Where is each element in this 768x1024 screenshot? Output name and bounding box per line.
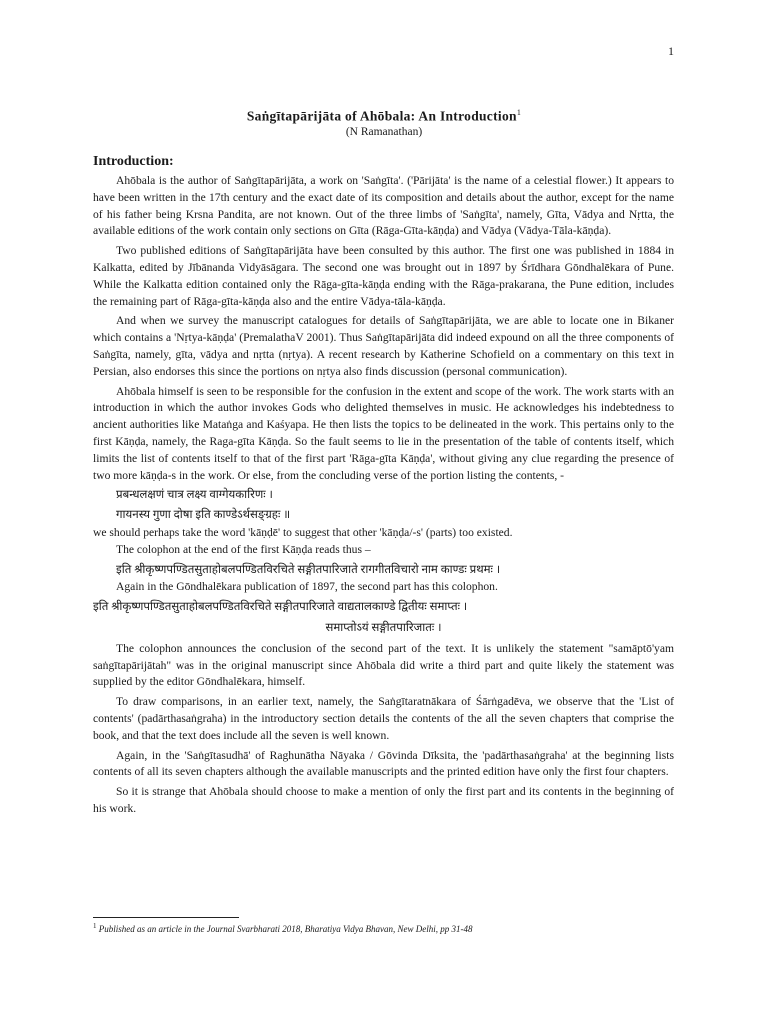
verse-1-line-2: गायनस्य गुणा दोषा इति काण्डेऽर्थसङ्ग्रहः ॥: [116, 508, 291, 522]
paragraph-4: Ahōbala himself is seen to be responsible for the confusion in the extent and scope of the work. The work starts with an introduction in which the author invokes Gods who delighted themselves in music. He acknowledges his indebtedness to ancient authorities like Mataṅga and Kaśyapa. He then lists the topics to be delineated in the work. This pertains only to the first Kāṇḍa, namely, the Raga-gīta Kāṇḍa. So the fault seems to lie in the presentation of the table of contents itself, which limits the list of contents itself to that of the first part 'Rāga-gīta Kāṇḍa', without giving any clue regarding the presence of two more kāṇḍa-s in the work. Or else, from the concluding verse of the portion listing the contents, -: [93, 384, 674, 482]
paragraph-1: Ahōbala is the author of Saṅgītapārijāta, a work on 'Saṅgīta'. ('Pārijāta' is the name of a celestial flower.) It appears to have been written in the 17th century and the exact date of its composition and details about the author, except for the name of his father being Krsna Pandita, are not known. Out of the three limbs of 'Saṅgīta', namely, Gīta, Vādya and Nṛtta, the available editions of the work contain only sections on Gīta (Rāga-Gīta-kāṇḍa) and Vādya (Vādya-Tāla-kāṇḍa).: [93, 174, 674, 238]
paragraph-8: The colophon announces the conclusion of the second part of the text. It is unlikely the statement "samāptō'yam saṅgītapārijātah" was in the original manuscript since Ahōbala did write a third part and quite likely the statement was supplied by the editor Gōndhalēkara, himself.: [93, 641, 674, 689]
title-text: Saṅgītapārijāta of Ahōbala: An Introduction: [246, 108, 517, 124]
colophon-verse-3: समाप्तोऽयं सङ्गीतपारिजातः ।: [325, 620, 442, 634]
footnote-divider: [93, 917, 239, 918]
paragraph-5: we should perhaps take the word 'kāṇḍē' to suggest that other 'kāṇḍa/-s' (parts) too existed.: [93, 525, 513, 539]
paragraph-11: So it is strange that Ahōbala should choose to make a mention of only the first part and its contents in the beginning of his work.: [93, 785, 674, 815]
footnote: [93, 922, 674, 934]
colophon-verse-2: इति श्रीकृष्णपण्डितसुताहोबलपण्डितविरचिते सङ्गीतपारिजाते वाद्यतालकाण्डे द्वितीयः समाप्तः ।: [93, 600, 468, 614]
paragraph-3: And when we survey the manuscript catalogues for details of Saṅgītapārijāta, we are able to locate one in Bikaner which contains a 'Nṛtya-kāṇḍa' (PremalathaV 2001). Thus Saṅgītapārijāta did indeed expound on all the three components of Saṅgīta, namely, gīta, vādya and nṛtta (nṛtya). A recent research by Katherine Schofield on a commentary on this text in Persian, also endorses this since the portions on nṛtya also finds discussion (personal communication).: [93, 314, 674, 378]
page-title: [0, 108, 768, 125]
body-text: [93, 173, 674, 818]
paragraph-7: Again in the Gōndhalēkara publication of 1897, the second part has this colophon.: [116, 580, 498, 594]
paragraph-9: To draw comparisons, in an earlier text, namely, the Saṅgītaratnākara of Śārṅgadēva, we observe that the 'List of contents' (padārthasaṅgraha) in the introductory section details the contents of the all the seven chapters that comprise the book, and that the text does include all the seven is well known.: [93, 695, 674, 742]
page-number: 1: [668, 44, 674, 58]
paragraph-2: Two published editions of Saṅgītapārijāta have been consulted by this author. The first one was published in 1884 in Kalkatta, edited by Jībānanda Vidyāsāgara. The second one was brought out in 1897 by Śrīdhara Gōndhalēkara of Pune. While the Kalkatta edition contained only the Rāga-gīta-kāṇḍa ending with the Rāga-prakarana, the Pune edition, includes the remaining part of Rāga-gīta-kāṇḍa also and the entire Vādya-tāla-kāṇḍa.: [93, 244, 674, 308]
title-footnote-marker: 1: [516, 108, 522, 117]
verse-1-line-1: प्रबन्धलक्षणं चात्र लक्ष्य वाग्गेयकारिणः ।: [116, 488, 273, 502]
footnote-text: Published as an article in the Journal Svarbharati 2018, Bharatiya Vidya Bhavan, New Delhi, pp 31-48: [98, 924, 473, 934]
paragraph-6: The colophon at the end of the first Kāṇḍa reads thus –: [116, 542, 371, 556]
section-heading: Introduction:: [93, 154, 174, 169]
paragraph-10: Again, in the 'Saṅgītasudhā' of Raghunātha Nāyaka / Gōvinda Dīksita, the 'padārthasaṅgraha' at the beginning lists contents of all its seven chapters although the available manuscripts and the printed edition have only the first four chapters.: [93, 748, 674, 779]
footnote-marker: 1: [93, 922, 97, 930]
author-line: (N Ramanathan): [345, 126, 423, 138]
colophon-verse-1: इति श्रीकृष्णपण्डितसुताहोबलपण्डितविरचिते सङ्गीतपारिजाते रागगीतविचारो नाम काण्डः प्रथमः ।: [116, 562, 501, 576]
